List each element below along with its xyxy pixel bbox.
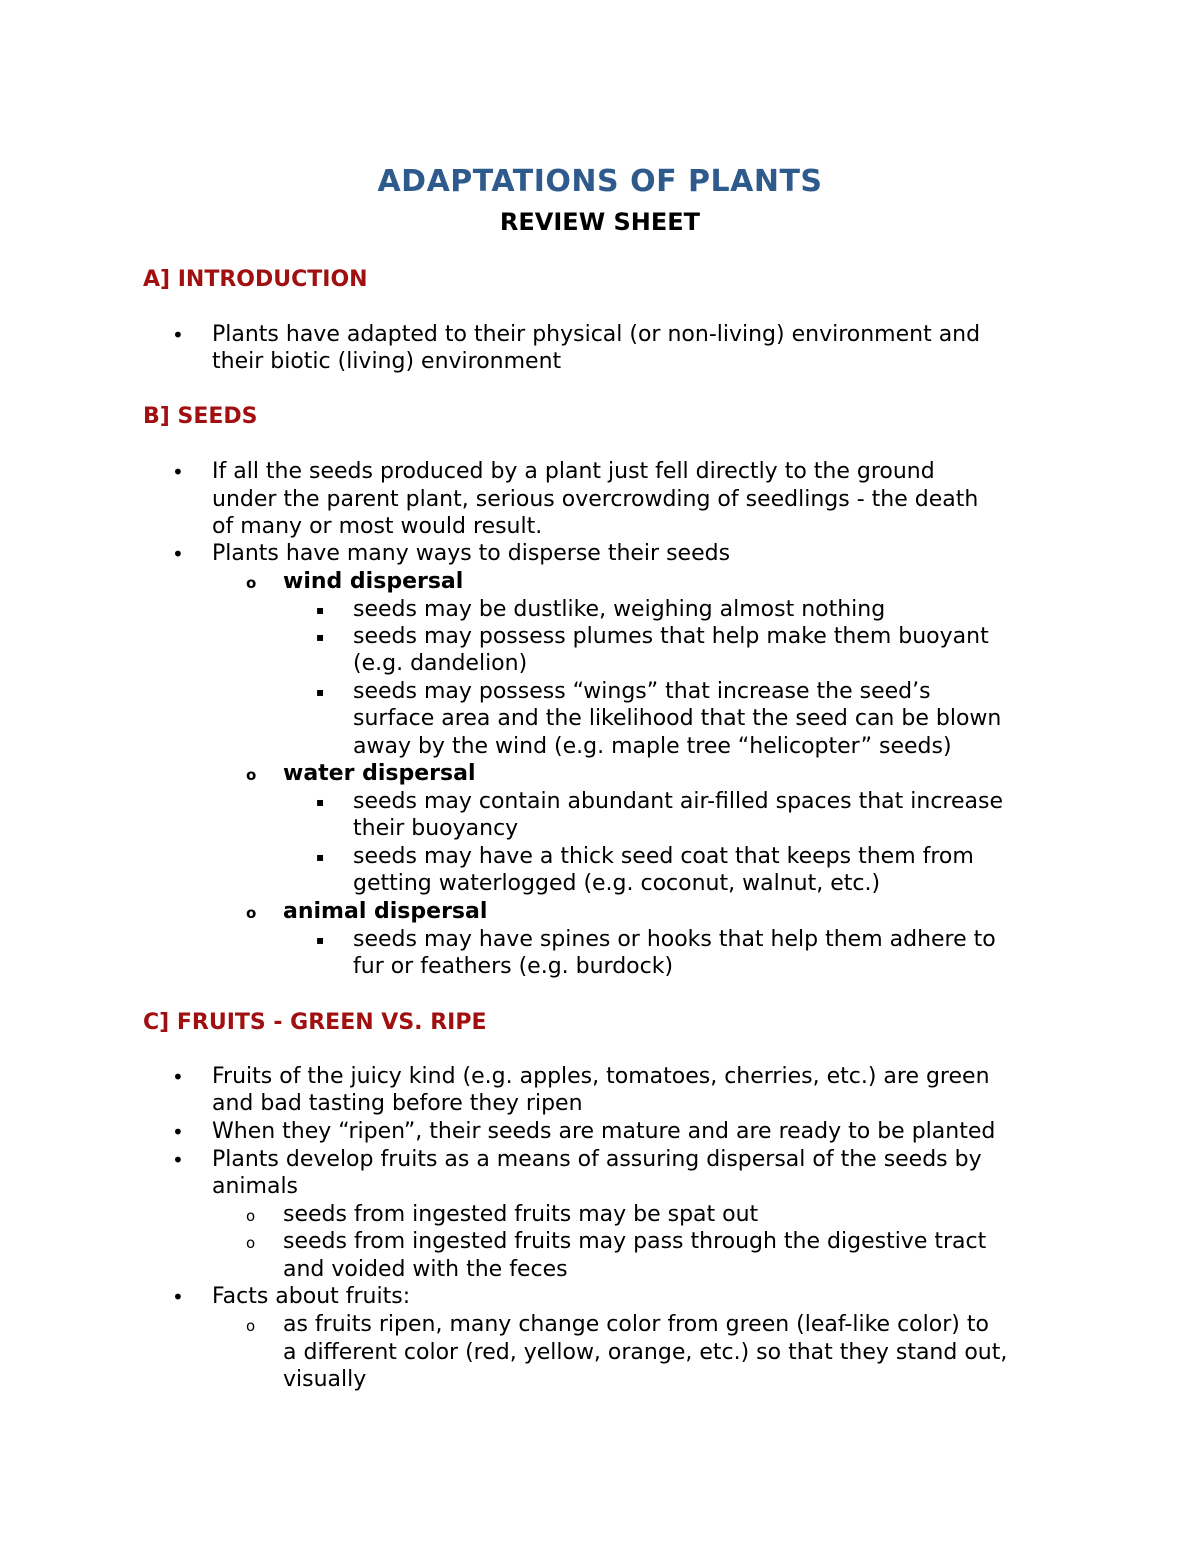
list-item-line: seeds may have spines or hooks that help them adhere to [353,927,996,952]
list-item-line: surface area and the likelihood that the seed can be blown [353,706,1002,731]
list-item-line: Plants develop fruits as a means of assuring dispersal of the seeds by [212,1147,982,1172]
list-item-line: under the parent plant, serious overcrowding of seedlings - the death [212,487,979,512]
list-item-line: their buoyancy [353,816,519,841]
list-item-line: fur or feathers (e.g. burdock) [353,954,674,979]
square-bullet-symbol: ▪ [316,933,325,947]
section-heading-introduction: A] INTRODUCTION [143,267,368,292]
circle-bullet-symbol: o [246,904,257,922]
list-item-line: Facts about fruits: [212,1284,411,1309]
circle-bullet-symbol: o [246,574,257,592]
list-item-line: seeds may possess plumes that help make them buoyant [353,624,989,649]
circle-bullet-symbol: o [246,1234,256,1252]
page-subtitle: REVIEW SHEET [499,208,701,236]
list-item-line: When they “ripen”, their seeds are mature and are ready to be planted [212,1119,996,1144]
square-bullet-symbol: ▪ [316,850,325,864]
section-heading-fruits: C] FRUITS - GREEN VS. RIPE [143,1010,487,1035]
bullet-symbol: • [172,1148,184,1172]
list-item-line: (e.g. dandelion) [353,651,528,676]
list-item-line: getting waterlogged (e.g. coconut, walnut, etc.) [353,871,881,896]
list-item-line: seeds may be dustlike, weighing almost nothing [353,597,886,622]
list-item-line: and voided with the feces [283,1257,568,1282]
page-title: ADAPTATIONS OF PLANTS [377,164,823,199]
subheading-animal-dispersal: animal dispersal [283,899,488,924]
circle-bullet-symbol: o [246,766,257,784]
bullet-symbol: • [172,460,184,484]
square-bullet-symbol: ▪ [316,630,325,644]
bullet-symbol: • [172,542,184,566]
bullet-symbol: • [172,1065,184,1089]
list-item-line: their biotic (living) environment [212,349,562,374]
bullet-symbol: • [172,1285,184,1309]
circle-bullet-symbol: o [246,1207,256,1225]
subheading-wind-dispersal: wind dispersal [283,569,464,594]
list-item-line: seeds from ingested fruits may be spat out [283,1202,759,1227]
list-item-line: a different color (red, yellow, orange, etc.) so that they stand out, [283,1340,1008,1365]
list-item-line: seeds from ingested fruits may pass through the digestive tract [283,1229,987,1254]
list-item-line: animals [212,1174,299,1199]
square-bullet-symbol: ▪ [316,795,325,809]
circle-bullet-symbol: o [246,1317,256,1335]
section-heading-seeds: B] SEEDS [143,404,258,429]
list-item-line: of many or most would result. [212,514,543,539]
square-bullet-symbol: ▪ [316,603,325,617]
list-item-line: away by the wind (e.g. maple tree “helicopter” seeds) [353,734,952,759]
list-item-line: Plants have adapted to their physical (or non-living) environment and [212,322,981,347]
list-item-line: Plants have many ways to disperse their seeds [212,541,731,566]
bullet-symbol: • [172,323,184,347]
list-item-line: visually [283,1367,367,1392]
square-bullet-symbol: ▪ [316,685,325,699]
list-item-line: as fruits ripen, many change color from green (leaf-like color) to [283,1312,989,1337]
list-item-line: seeds may have a thick seed coat that keeps them from [353,844,974,869]
bullet-symbol: • [172,1120,184,1144]
list-item-line: and bad tasting before they ripen [212,1091,583,1116]
list-item-line: If all the seeds produced by a plant just fell directly to the ground [212,459,935,484]
list-item-line: Fruits of the juicy kind (e.g. apples, tomatoes, cherries, etc.) are green [212,1064,990,1089]
list-item-line: seeds may contain abundant air-filled spaces that increase [353,789,1004,814]
list-item-line: seeds may possess “wings” that increase the seed’s [353,679,931,704]
subheading-water-dispersal: water dispersal [283,761,476,786]
